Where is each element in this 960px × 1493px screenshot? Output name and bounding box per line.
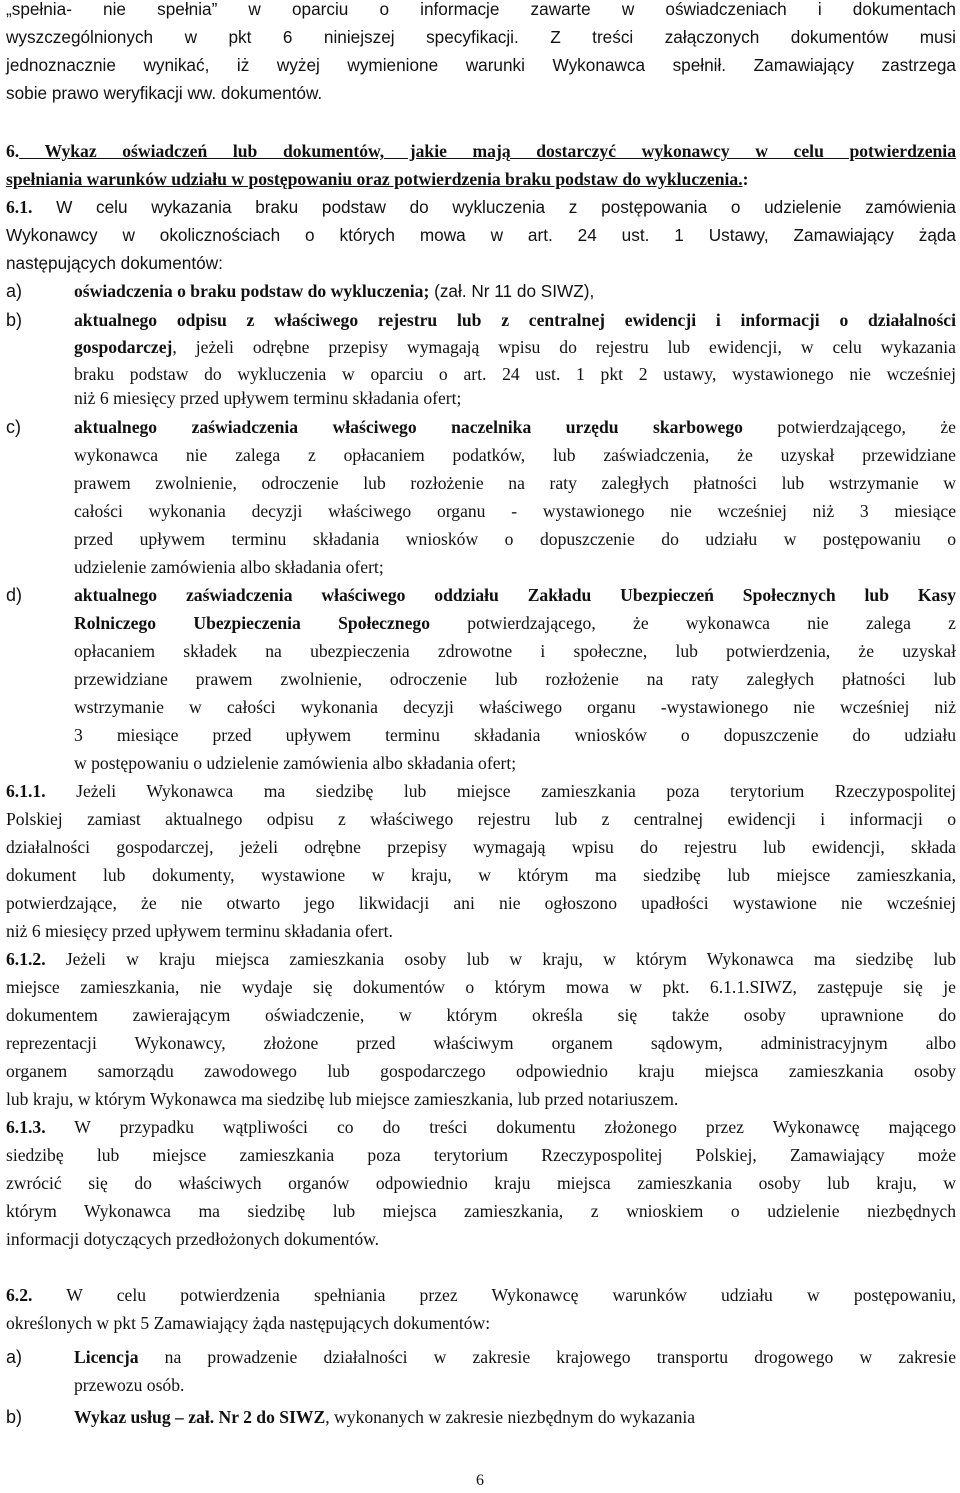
item-c-line-1	[74, 413, 956, 441]
item-c-line-6: udzielenie zamówienia albo składania ofert;	[74, 557, 384, 577]
section-number: 6.1.	[6, 197, 33, 217]
heading-colon: :	[742, 169, 749, 189]
s62-line-1	[6, 1281, 956, 1309]
s612-line-4: reprezentacji Wykonawcy, złożone przed właściwym organem sądowym, administracyjnym albo	[6, 1033, 956, 1053]
item-b-line-2	[74, 333, 956, 361]
intro-line-2: wyszczególnionych w pkt 6 niniejszej specyfikacji. Z treści załączonych dokumentów musi	[6, 27, 956, 47]
s61-line-2: Wykonawcy w okolicznościach o których mowa w art. 24 ust. 1 Ustawy, Zamawiający żąda	[6, 225, 956, 245]
item-d-line-4: przewidziane prawem zwolnienie, odroczenie lub rozłożenie na raty zaległych płatności lub	[74, 669, 956, 689]
section-number: 6.2.	[6, 1285, 33, 1305]
item-c-line-3: prawem zwolnienie, odroczenie lub rozłożenie na raty zaległych płatności lub wstrzymanie w	[74, 473, 956, 493]
item-b-bold: gospodarczej	[74, 337, 173, 357]
s613-text: W przypadku wątpliwości co do treści dokumentu złożonego przez Wykonawcę mającego	[45, 1117, 956, 1137]
s613-line-2: siedzibę lub miejsce zamieszkania poza terytorium Rzeczypospolitej Polskiej, Zamawiający może	[6, 1145, 956, 1165]
list-marker-d: d)	[6, 585, 23, 605]
item-b2-rest: , wykonanych w zakresie niezbędnym do wykazania	[325, 1407, 696, 1427]
item-d-line-5: wstrzymanie w całości wykonania decyzji właściwego organu -wystawionego nie wcześniej niż	[74, 697, 956, 717]
item-d-bold: Rolniczego Ubezpieczenia Społecznego	[74, 613, 430, 633]
item-a2-line-2: przewozu osób.	[74, 1375, 185, 1395]
item-c-line-4: całości wykonania decyzji właściwego organu - wystawionego nie wcześniej niż 3 miesiące	[74, 501, 956, 521]
s61-text: W celu wykazania braku podstaw do wykluczenia z postępowania o udzielenie zamówienia	[32, 197, 956, 217]
s611-line-3: działalności gospodarczej, jeżeli odrębne przepisy wymagają wpisu do rejestru lub ewidencji, składa	[6, 837, 956, 857]
s612-line-5: organem samorządu zawodowego lub gospodarczego odpowiednio kraju miejsca zamieszkania osoby	[6, 1061, 956, 1081]
list-marker-b: b)	[6, 310, 23, 330]
intro-line-3: jednoznacznie wynikać, iż wyżej wymienione warunki Wykonawca spełnił. Zamawiający zastrzega	[6, 55, 956, 75]
s612-line-3: dokumentem zawierającym oświadczenie, w którym określa się także osoby uprawnione do	[6, 1005, 956, 1025]
item-c-line-2: wykonawca nie zalega z opłacaniem podatków, lub zaświadczenia, że uzyskał przewidziane	[74, 445, 956, 465]
item-b2-bold: Wykaz usług – zał. Nr 2 do SIWZ	[74, 1407, 326, 1427]
s611-line-2: Polskiej zamiast aktualnego odpisu z właściwego rejestru lub z centralnej ewidencji i informacji o	[6, 809, 956, 829]
item-d-line-3: opłacaniem składek na ubezpieczenia zdrowotne i społeczne, lub potwierdzenia, że uzyskał	[74, 641, 956, 661]
s611-text: Jeżeli Wykonawca ma siedzibę lub miejsce zamieszkania poza terytorium Rzeczypospolitej	[45, 781, 956, 801]
s611-line-4: dokument lub dokumenty, wystawione w kraju, w którym ma siedzibę lub miejsce zamieszkania,	[6, 865, 956, 885]
item-c-line-5: przed upływem terminu składania wniosków o dopuszczenie do udziału w postępowaniu o	[74, 529, 956, 549]
item-a-bold: oświadczenia o braku podstaw do wykluczenia;	[74, 281, 430, 301]
item-d-line-6: 3 miesiące przed upływem terminu składania wniosków o dopuszczenie do udziału	[74, 725, 956, 745]
s611-line-6: niż 6 miesięcy przed upływem terminu składania ofert.	[6, 921, 393, 941]
s613-line-1	[6, 1113, 956, 1141]
list-marker-b2: b)	[6, 1407, 23, 1427]
item-d-line-7: w postępowaniu o udzielenie zamówienia albo składania ofert;	[74, 753, 517, 773]
intro-line-1: „spełnia- nie spełnia” w oparciu o informacje zawarte w oświadczeniach i dokumentach	[6, 0, 956, 19]
section-6-heading: Wykaz oświadczeń lub dokumentów, jakie mają dostarczyć wykonawcy w celu potwierdzenia	[19, 141, 956, 161]
section-number: 6.	[6, 141, 20, 161]
item-b-line-1: aktualnego odpisu z właściwego rejestru lub z centralnej ewidencji i informacji o działalności	[74, 310, 956, 330]
section-6-heading-cont: spełniania warunków udziału w postępowaniu oraz potwierdzenia braku podstaw do wykluczenia.	[6, 169, 743, 189]
s61-line-1	[6, 193, 956, 221]
item-a2-rest: na prowadzenie działalności w zakresie krajowego transportu drogowego w zakresie	[138, 1347, 956, 1367]
s612-line-1	[6, 945, 956, 973]
item-a-rest: (zał. Nr 11 do SIWZ),	[429, 281, 595, 301]
item-d-rest: potwierdzającego, że wykonawca nie zalega z	[430, 613, 956, 633]
section-number: 6.1.2.	[6, 949, 46, 969]
section-number: 6.1.1.	[6, 781, 46, 801]
s612-text: Jeżeli w kraju miejsca zamieszkania osoby lub w kraju, w którym Wykonawca ma siedzibę lub	[45, 949, 956, 969]
section-6-heading-line-1	[6, 137, 956, 165]
item-b-line-3: braku podstaw do wykluczenia w oparciu o art. 24 ust. 1 pkt 2 ustawy, wystawionego nie wcześniej	[74, 364, 956, 384]
item-d-line-1: aktualnego zaświadczenia właściwego oddziału Zakładu Ubezpieczeń Społecznych lub Kasy	[74, 585, 956, 605]
s613-line-5: informacji dotyczących przedłożonych dokumentów.	[6, 1229, 380, 1249]
s611-line-5: potwierdzające, że nie otwarto jego likwidacji ani nie ogłoszono upadłości wystawione nie wcześniej	[6, 893, 956, 913]
s62-text: W celu potwierdzenia spełniania przez Wykonawcę warunków udziału w postępowaniu,	[32, 1285, 956, 1305]
section-number: 6.1.3.	[6, 1117, 46, 1137]
item-b-line-4: niż 6 miesięcy przed upływem terminu składania ofert;	[74, 388, 462, 408]
intro-line-4: sobie prawo weryfikacji ww. dokumentów.	[6, 83, 323, 103]
s61-line-3: następujących dokumentów:	[6, 253, 223, 273]
s613-line-3: zwrócić się do właściwych organów odpowiednio kraju miejsca zamieszkania osoby lub kraju, w	[6, 1173, 956, 1193]
page-number: 6	[476, 1472, 484, 1489]
s612-line-6: lub kraju, w którym Wykonawca ma siedzibę lub miejsce zamieszkania, lub przed notariuszem.	[6, 1089, 679, 1109]
list-marker-a: a)	[6, 281, 23, 301]
item-a2-line-1	[74, 1343, 956, 1371]
item-d-line-2	[74, 609, 956, 637]
list-marker-c: c)	[6, 417, 21, 437]
item-b-rest: , jeżeli odrębne przepisy wymagają wpisu do rejestru lub ewidencji, w celu wykazania	[172, 337, 956, 357]
item-a-line	[74, 277, 594, 305]
s611-line-1	[6, 777, 956, 805]
s613-line-4: którym Wykonawca ma siedzibę lub miejsca zamieszkania, z wnioskiem o udzielenie niezbędnych	[6, 1201, 956, 1221]
s612-line-2: miejsce zamieszkania, nie wydaje się dokumentów o którym mowa w pkt. 6.1.1.SIWZ, zastępuje się je	[6, 977, 956, 997]
item-c-rest: potwierdzającego, że	[742, 417, 956, 437]
list-marker-a2: a)	[6, 1347, 23, 1367]
item-a2-bold: Licencja	[74, 1347, 139, 1367]
section-6-heading-line-2	[6, 165, 748, 193]
s62-line-2: określonych w pkt 5 Zamawiający żąda następujących dokumentów:	[6, 1313, 491, 1333]
item-c-bold: aktualnego zaświadczenia właściwego naczelnika urzędu skarbowego	[74, 417, 743, 437]
item-b2-line-1	[74, 1403, 695, 1431]
